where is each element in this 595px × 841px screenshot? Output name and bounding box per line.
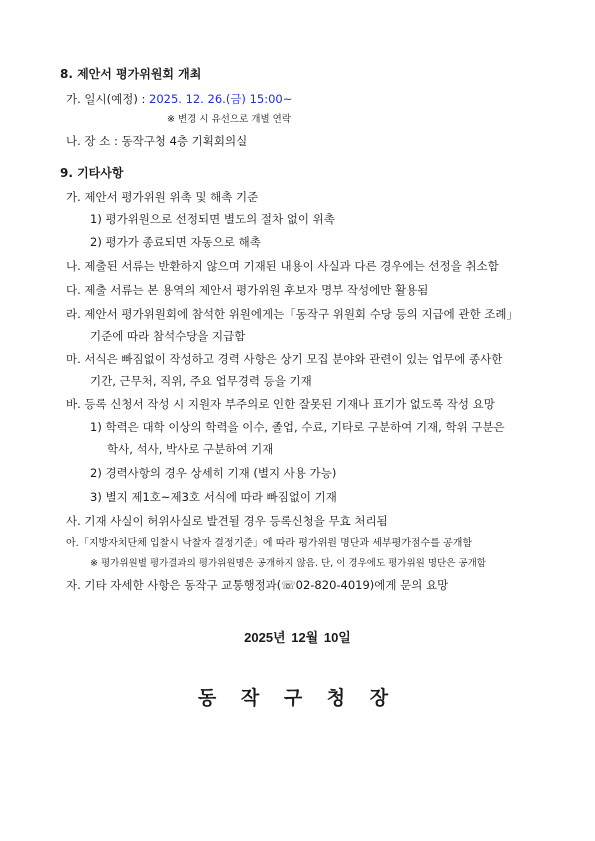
section-9-heading: 9. 기타사항 [60, 166, 124, 180]
item-ma: 마. 서식은 빠짐없이 작성하고 경력 사항은 상기 모집 분야와 관련이 있는 업무에 종사한 [66, 352, 503, 366]
item-ba-1-cont: 학사, 석사, 박사로 구분하여 기재 [107, 442, 274, 456]
item-ba-2: 2) 경력사항의 경우 상세히 기재 (별지 사용 가능) [90, 466, 337, 480]
item-ra: 라. 제안서 평가위원회에 참석한 위원에게는「동작구 위원회 수당 등의 지급에 관한 조례」 [66, 307, 519, 321]
item-ra-cont: 기준에 따라 참석수당을 지급함 [90, 329, 246, 343]
item-ba: 바. 등록 신청서 작성 시 지원자 부주의로 인한 잘못된 기재나 표기가 없도록 작성 요망 [66, 397, 495, 411]
item-ga: 가. 제안서 평가위원 위촉 및 해촉 기준 [66, 190, 259, 204]
schedule-label: 가. 일시(예정) : [66, 92, 150, 106]
item-ga-2: 2) 평가가 종료되면 자동으로 해촉 [90, 235, 261, 249]
item-ga-1: 1) 평가위원으로 선정되면 별도의 절차 없이 위촉 [90, 212, 335, 226]
item-ma-cont: 기간, 근무처, 직위, 주요 업무경력 등을 기재 [90, 374, 312, 388]
item-a-note: ※ 평가위원별 평가결과의 평가위원명은 공개하지 않음. 단, 이 경우에도 평가위원 명단은 공개함 [90, 558, 486, 569]
schedule-line [66, 92, 292, 106]
item-da: 다. 제출 서류는 본 용역의 제안서 평가위원 후보자 명부 작성에만 활용됨 [66, 283, 429, 297]
item-ja: 자. 기타 자세한 사항은 동작구 교통행정과(☏02-820-4019)에게 문의 요망 [66, 578, 449, 592]
schedule-value: 2025. 12. 26.(금) 15:00~ [149, 92, 293, 106]
schedule-note: ※ 변경 시 유선으로 개별 연락 [167, 114, 292, 125]
issuer-signature: 동 작 구 청 장 [197, 687, 398, 709]
item-ba-1: 1) 학력은 대학 이상의 학력을 이수, 졸업, 수료, 기타로 구분하여 기재, 학위 구분은 [90, 420, 505, 434]
item-a: 아.「지방자치단체 입찰시 낙찰자 결정기준」에 따라 평가위원 명단과 세부평가점수를 공개함 [66, 538, 473, 549]
item-na: 나. 제출된 서류는 반환하지 않으며 기재된 내용이 사실과 다른 경우에는 선정을 취소함 [66, 259, 499, 273]
item-sa: 사. 기재 사실이 허위사실로 발견될 경우 등록신청을 무효 처리됨 [66, 514, 388, 528]
location-line: 나. 장 소 : 동작구청 4층 기획회의실 [66, 134, 248, 148]
item-ba-3: 3) 별지 제1호~제3호 서식에 따라 빠짐없이 기재 [90, 490, 337, 504]
section-8-heading: 8. 제안서 평가위원회 개최 [60, 67, 202, 81]
issue-date: 2025년 12월 10일 [244, 630, 351, 645]
